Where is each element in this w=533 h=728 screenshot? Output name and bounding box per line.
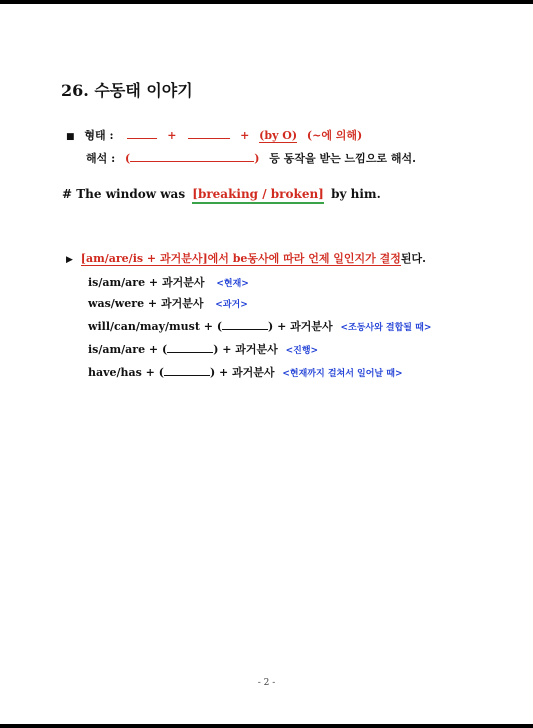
line-blank [222, 320, 268, 330]
form-meaning: (~에 의해) [306, 129, 363, 142]
square-bullet-icon: ■ [66, 132, 75, 142]
line-note: <과거> [215, 300, 248, 310]
interpret-label: 해석 : [86, 152, 116, 165]
rule-tail: 된다. [400, 252, 426, 265]
line-pre: is/am/are + ( [88, 343, 168, 356]
line-note: <현재> [216, 279, 249, 289]
form-label: 형태 : [84, 129, 114, 142]
document-page [0, 4, 533, 724]
example-sentence [62, 187, 381, 201]
line-blank [167, 343, 213, 353]
line-pre: will/can/may/must + ( [88, 320, 223, 333]
example-suffix: by him. [331, 187, 381, 201]
rule-highlight: [am/are/is + 과거분사]에서 be동사에 따라 언제 일인지가 결정 [80, 252, 401, 265]
line-text: is/am/are + 과거분사 [88, 276, 205, 289]
form-blank-2 [188, 129, 230, 139]
example-prefix: # The window was [62, 187, 186, 201]
arrow-bullet-icon: ▶ [66, 255, 73, 265]
list-item [88, 274, 249, 290]
line-blank [164, 366, 210, 376]
form-plus-1: + [167, 129, 177, 142]
page-number: - 2 - [257, 678, 276, 688]
interpret-rest: 등 동작을 받는 느낌으로 해석. [269, 152, 416, 165]
line-post: ) + 과거분사 [209, 366, 275, 379]
example-choice: [breaking / broken] [192, 187, 324, 204]
line-post: ) + 과거분사 [268, 320, 333, 333]
interpret-paren-close: ) [254, 152, 260, 165]
list-item [88, 295, 248, 311]
line-pre: have/has + ( [88, 366, 164, 379]
list-item [88, 318, 431, 334]
list-item [88, 341, 318, 357]
interpret-line [86, 150, 416, 166]
line-note: <조동사와 결합될 때> [340, 323, 432, 333]
interpret-blank [130, 152, 254, 162]
line-post: ) + 과거분사 [213, 343, 278, 356]
interpret-paren-open: ( [125, 152, 131, 165]
form-blank-1 [127, 129, 157, 139]
line-note: <현재까지 걸쳐서 일어날 때> [282, 369, 403, 379]
rule-line [66, 250, 426, 266]
line-text: was/were + 과거분사 [88, 297, 204, 310]
line-note: <진행> [285, 346, 319, 356]
form-line [66, 127, 362, 143]
list-item [88, 364, 403, 380]
page-title: 26. 수동태 이야기 [61, 81, 193, 100]
form-plus-2: + [240, 129, 250, 142]
form-by-o: (by O) [259, 129, 298, 142]
